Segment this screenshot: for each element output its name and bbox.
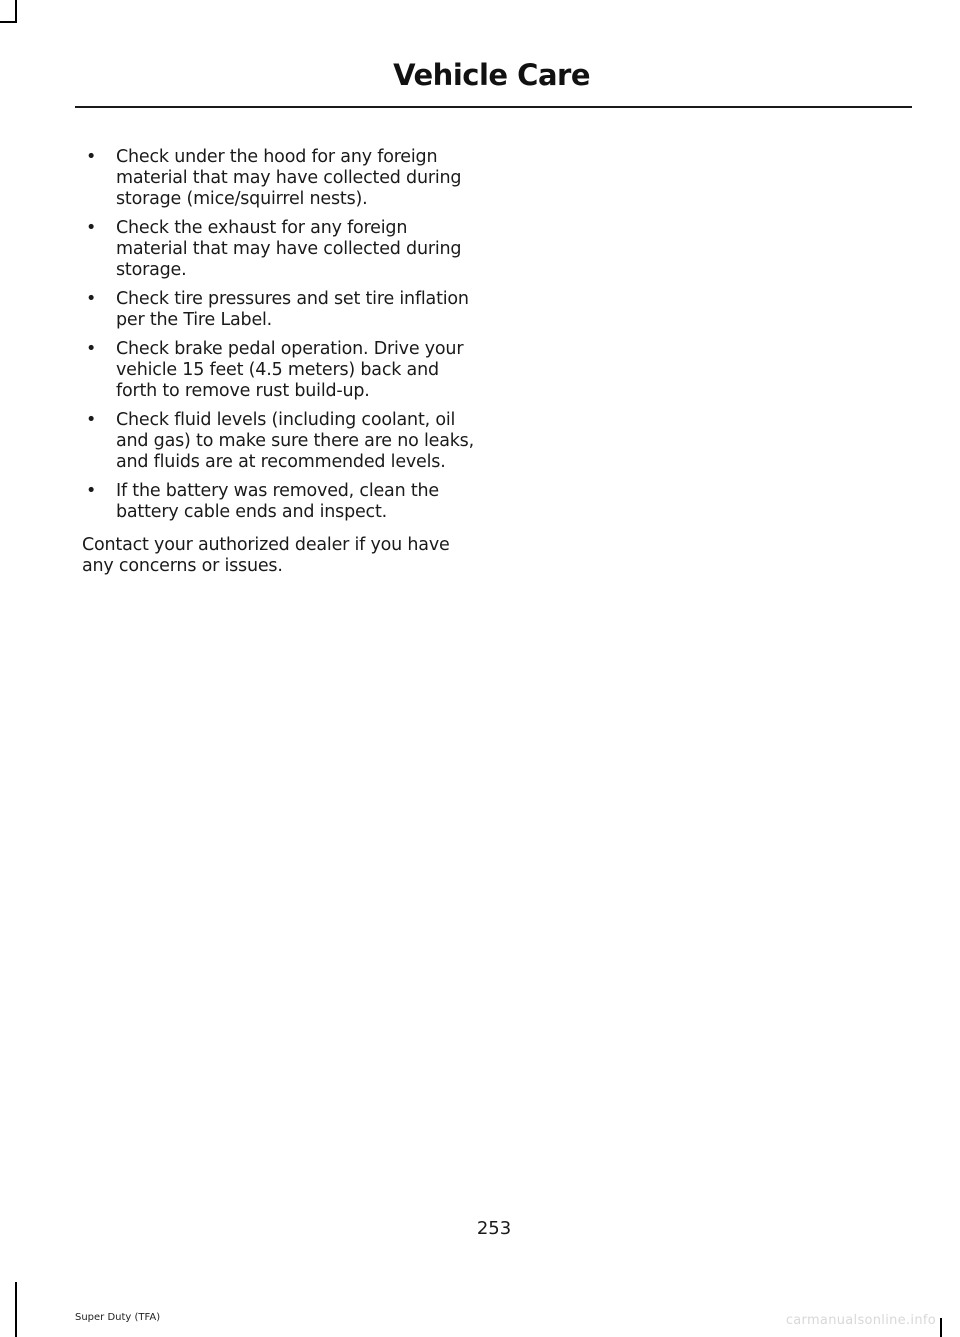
list-item	[82, 289, 482, 331]
footer-model: Super Duty (TFA)	[75, 1312, 161, 1323]
list-item	[82, 481, 482, 523]
contact-dealer-paragraph: Contact your authorized dealer if you have any concerns or issues.	[82, 535, 450, 576]
list-item-text: Check fluid levels (including coolant, oil and gas) to make sure there are no leaks, and fluids are at recommended levels.	[116, 410, 474, 472]
list-item	[82, 339, 482, 402]
bullet-icon: •	[86, 289, 97, 309]
crop-mark-top-left-vertical	[15, 0, 17, 22]
bullet-icon: •	[86, 339, 97, 359]
watermark: carmanualsonline.info	[785, 1313, 936, 1328]
bullet-icon: •	[86, 218, 97, 238]
crop-mark-top-left-horizontal	[0, 21, 17, 23]
page-number: 253	[476, 1218, 512, 1239]
list-item	[82, 410, 482, 473]
page-title: Vehicle Care	[393, 58, 590, 92]
bullet-icon: •	[86, 410, 97, 430]
crop-mark-bottom-left-vertical	[15, 1282, 17, 1337]
crop-mark-bottom-right-vertical	[940, 1318, 942, 1337]
bullet-icon: •	[86, 147, 97, 167]
list-item-text: Check under the hood for any foreign material that may have collected during storage (mice/squirrel nests).	[116, 147, 462, 209]
list-item	[82, 147, 482, 210]
main-content	[82, 147, 482, 577]
header-divider	[75, 106, 912, 108]
bullet-icon: •	[86, 481, 97, 501]
list-item-text: Check brake pedal operation. Drive your vehicle 15 feet (4.5 meters) back and forth to remove rust build-up.	[116, 339, 464, 401]
list-item-text: Check the exhaust for any foreign material that may have collected during storage.	[116, 218, 462, 280]
list-item	[82, 218, 482, 281]
list-item-text: If the battery was removed, clean the battery cable ends and inspect.	[116, 481, 439, 522]
checklist	[82, 147, 482, 523]
list-item-text: Check tire pressures and set tire inflation per the Tire Label.	[116, 289, 469, 330]
